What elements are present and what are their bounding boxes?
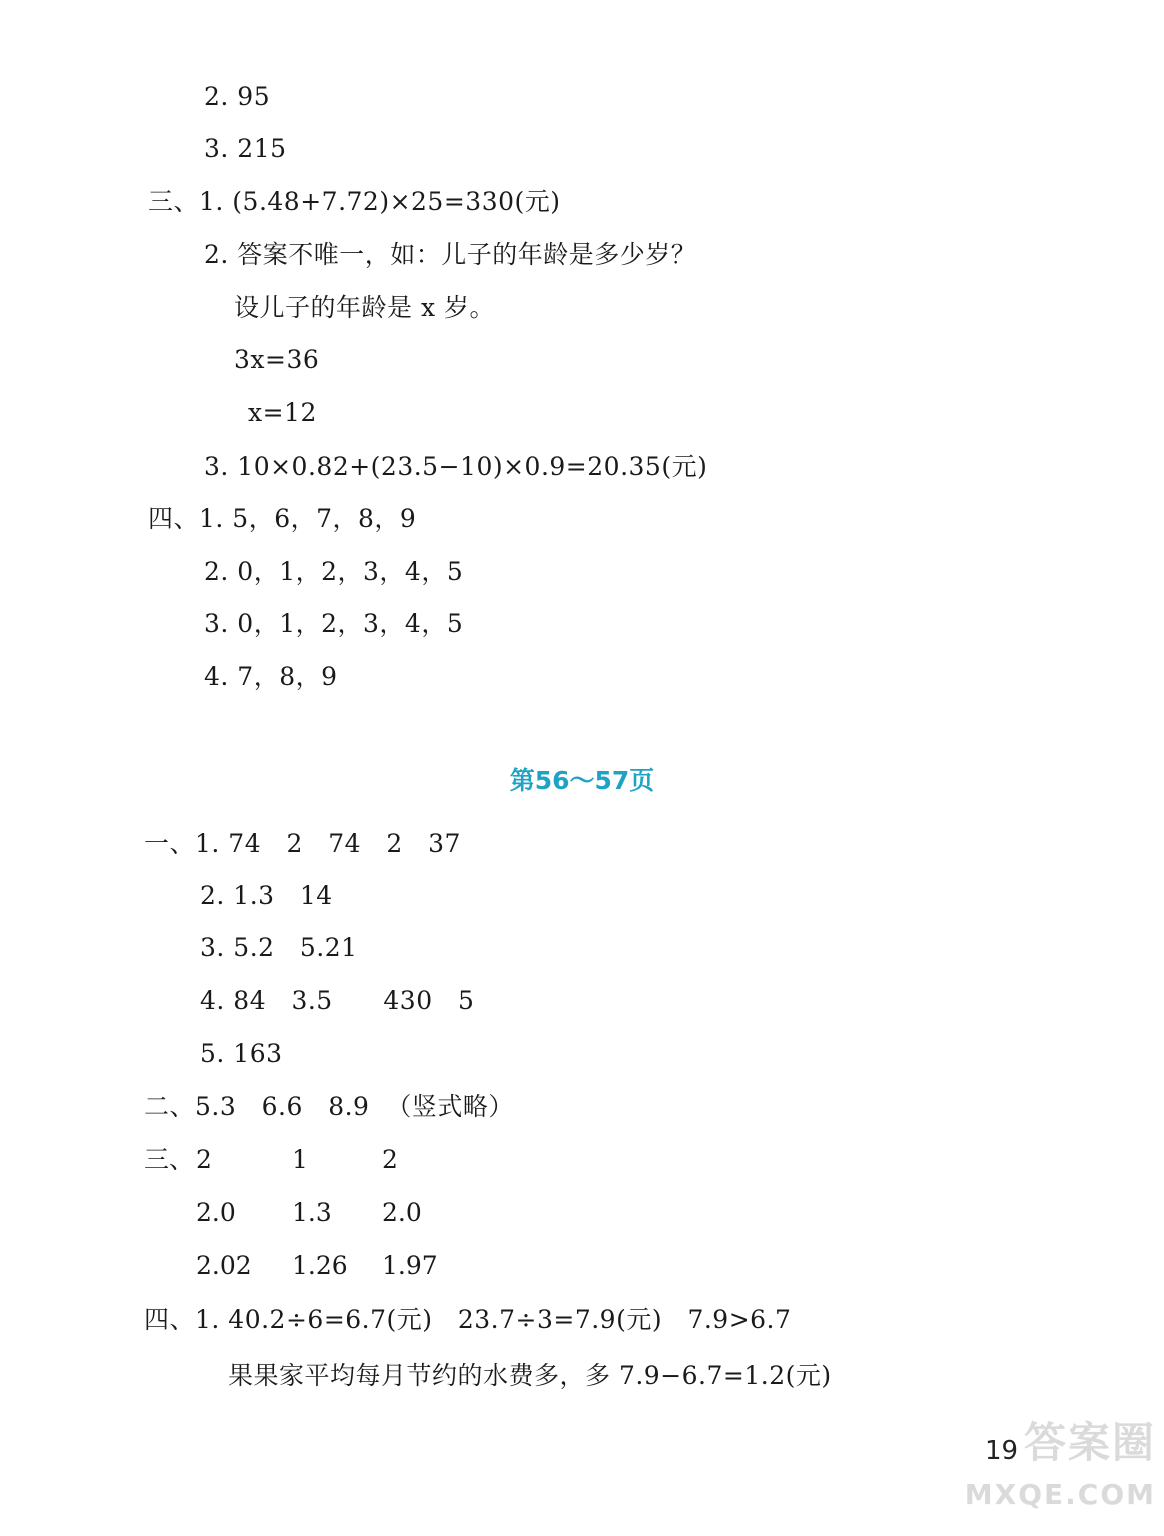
table-cell: 1.3 (292, 1198, 332, 1227)
answer-line: x=12 (248, 398, 317, 427)
table-row-prefix: 三、 (144, 1145, 195, 1174)
page-number: 19 (985, 1436, 1019, 1466)
answer-line: 四、1. 40.2÷6=6.7(元) 23.7÷3=7.9(元) 7.9>6.7 (144, 1305, 792, 1334)
answer-line: 果果家平均每月节约的水费多，多 7.9−6.7=1.2(元) (228, 1361, 832, 1390)
answer-line: 3. 5.2 5.21 (200, 933, 358, 962)
answer-line: 2. 0，1，2，3，4，5 (204, 557, 464, 586)
table-cell: 1.97 (382, 1251, 438, 1280)
answer-line: 3. 10×0.82+(23.5−10)×0.9=20.35(元) (204, 452, 708, 481)
answer-line: 3. 0，1，2，3，4，5 (204, 609, 464, 638)
table-cell: 1.26 (292, 1251, 348, 1280)
answer-line: 2. 95 (204, 82, 271, 111)
watermark-url: MXQE.COM (964, 1478, 1156, 1511)
answer-line: 三、1. (5.48+7.72)×25=330(元) (148, 187, 561, 216)
table-cell: 2 (382, 1145, 398, 1174)
answer-line: 5. 163 (200, 1039, 283, 1068)
table-cell: 1 (292, 1145, 308, 1174)
watermark-logo (964, 1410, 1156, 1530)
answer-line: 设儿子的年龄是 x 岁。 (234, 293, 495, 322)
table-cell: 2.0 (196, 1198, 236, 1227)
answer-line: 2. 答案不唯一，如：儿子的年龄是多少岁？ (204, 240, 697, 269)
table-cell: 2 (196, 1145, 212, 1174)
answer-line: 4. 84 3.5 430 5 (200, 986, 475, 1015)
answer-line: 二、5.3 6.6 8.9 （竖式略） (144, 1092, 514, 1121)
table-cell: 2.02 (196, 1251, 252, 1280)
answer-line: 3x=36 (234, 345, 320, 374)
answer-line: 3. 215 (204, 134, 287, 163)
answer-line: 4. 7，8，9 (204, 662, 338, 691)
section-title: 第56～57页 (509, 766, 655, 795)
watermark-text: 答案圈 (1023, 1418, 1156, 1467)
answer-line: 四、1. 5，6，7，8，9 (148, 504, 417, 533)
table-cell: 2.0 (382, 1198, 422, 1227)
answer-line: 2. 1.3 14 (200, 881, 333, 910)
answer-line: 一、1. 74 2 74 2 37 (144, 829, 461, 858)
